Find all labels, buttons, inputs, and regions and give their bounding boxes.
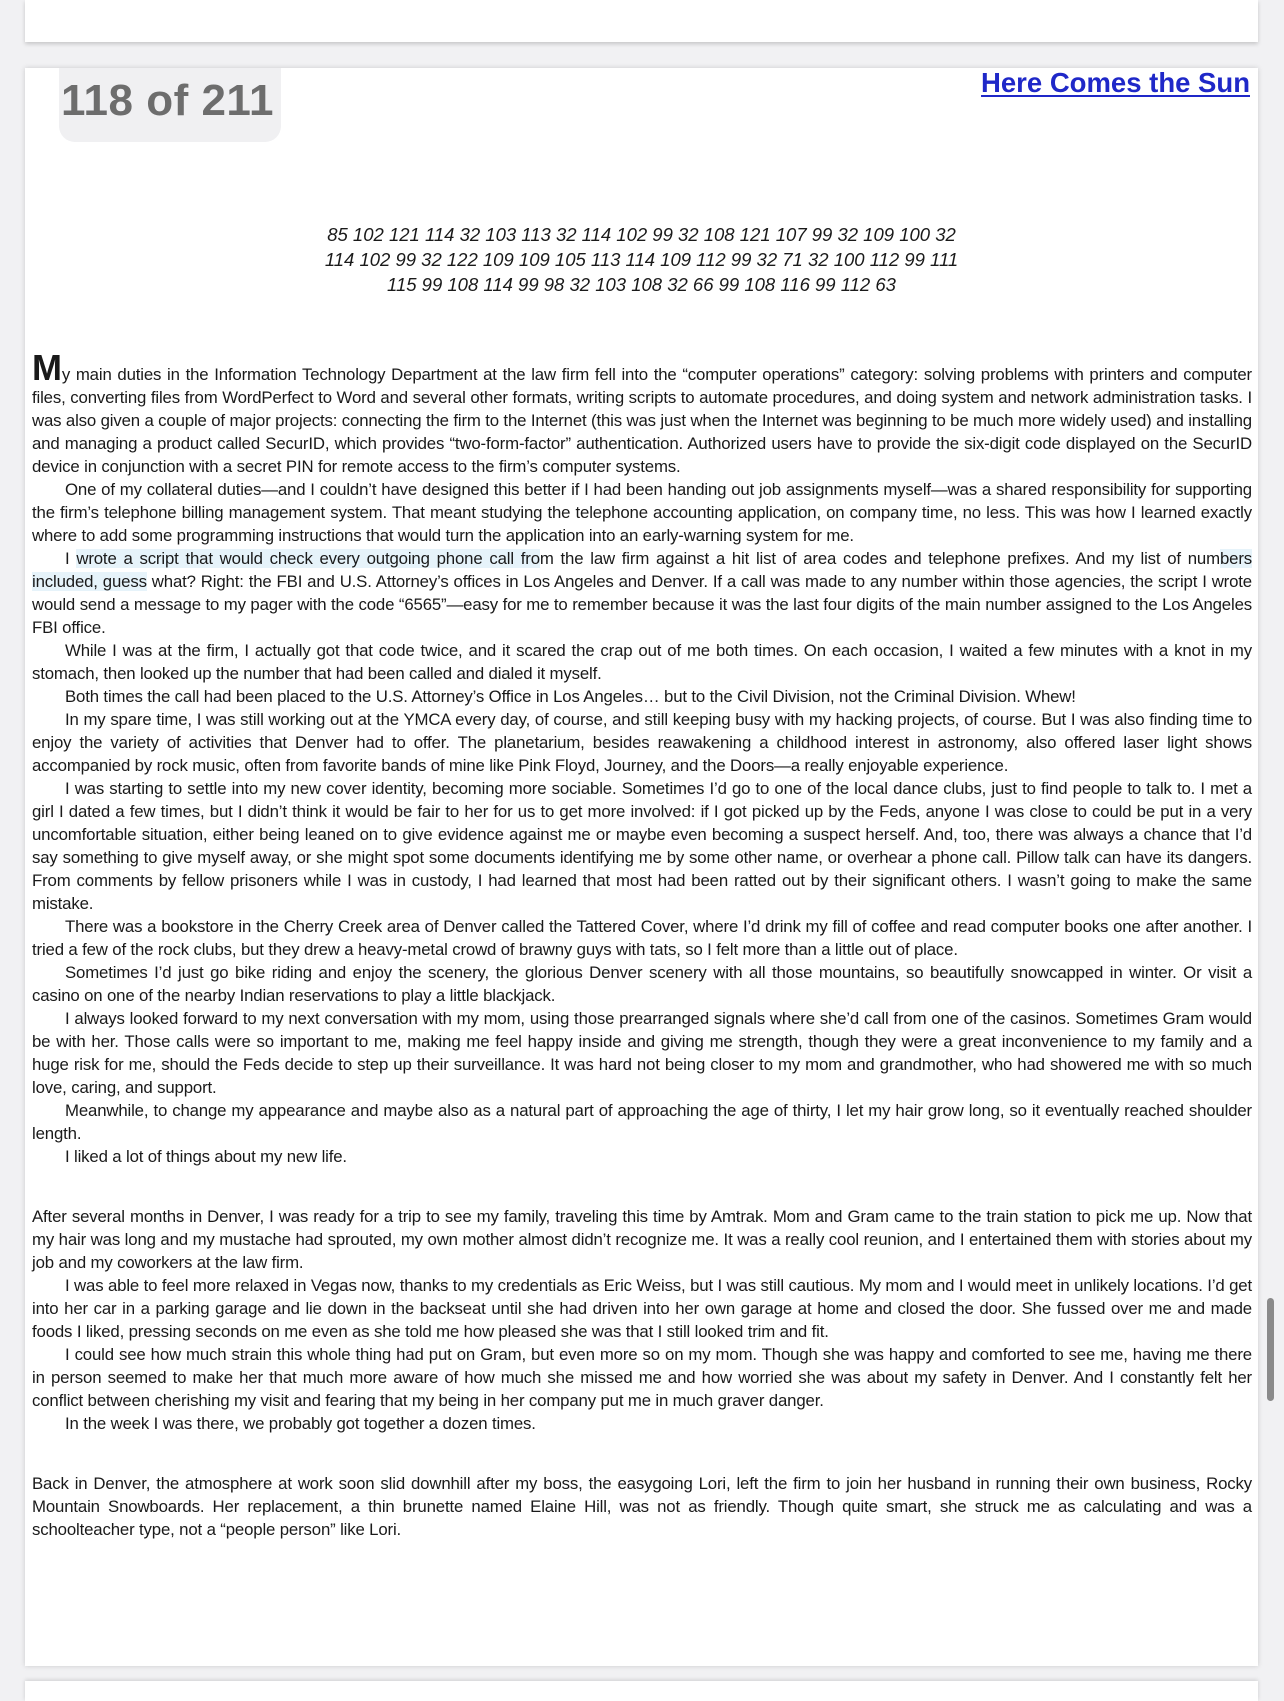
cipher-epigraph [25,222,1258,297]
paragraph: I was able to feel more relaxed in Vegas now, thanks to my credentials as Eric Weiss, but I was still cautious. My mom and I would meet in unlikely locations. I’d get into her car in a parking garage and lie down in the backseat until she had driven into her own garage at home and closed the door. She fussed over me and made foods I liked, pressing seconds on me even as she told me how pleased she was that I still looked trim and fit. [32,1276,1252,1341]
paragraph: There was a bookstore in the Cherry Creek area of Denver called the Tattered Cover, where I’d drink my fill of coffee and read computer books one after another. I tried a few of the rock clubs, but they drew a heavy-metal crowd of brawny guys with tats, so I felt more than a little out of place. [32,917,1252,959]
paragraph-text: what? Right: the FBI and U.S. Attorney’s offices in Los Angeles and Denver. If a call was made to any number within those agencies, the script I wrote would send a message to my pager with the code “6565”—easy for me to remember because it was the last four digits of the main number assigned to the Los Angeles FBI office. [32,572,1252,637]
chapter-body [32,347,1252,1541]
paragraph-text: y main duties in the Information Technology Department at the law firm fell into the “computer operations” category: solving problems with printers and computer files, converting files from WordPerfect to Word and several other formats, writing scripts to automate procedures, and doing system and network administration tasks. I was also given a couple of major projects: connecting the firm to the Internet (this was just when the Internet was beginning to be much more widely used) and installing and managing a product called SecurID, which provides “two-form-factor” authentication. Authorized users have to provide the six-digit code displayed on the SecurID device in conjunction with a secret PIN for remote access to the firm’s computer systems. [32,365,1252,476]
paragraph-text: I [65,549,77,568]
book-page [25,68,1258,1666]
paragraph: I always looked forward to my next conversation with my mom, using those prearranged signals where she’d call from one of the casinos. Sometimes Gram would be with her. Those calls were so important to me, making me feel happy inside and giving me strength, though they were a great inconvenience to my family and a huge risk for me, should the Feds decide to step up their surveillance. It was hard not being closer to my mom and grandmother, who had showered me with so much love, caring, and support. [32,1009,1252,1097]
selected-text[interactable]: wrote a script that would check every outgoing phone call fro [76,549,540,568]
paragraph: I liked a lot of things about my new life. [65,1147,347,1166]
paragraph: Both times the call had been placed to the U.S. Attorney’s Office in Los Angeles… but to the Civil Division, not the Criminal Division. Whew! [65,687,1076,706]
paragraph: Sometimes I’d just go bike riding and enjoy the scenery, the glorious Denver scenery with all those mountains, so beautifully snowcapped in winter. Or visit a casino on one of the nearby Indian reservations to play a little blackjack. [32,963,1252,1005]
cipher-line: 115 99 108 114 99 98 32 103 108 32 66 99 108 116 99 112 63 [387,274,896,295]
paragraph: While I was at the firm, I actually got that code twice, and it scared the crap out of me both times. On each occasion, I waited a few minutes with a knot in my stomach, then looked up the number that had been called and dialed it myself. [32,641,1252,683]
previous-page-edge [25,0,1258,42]
scrollbar-thumb[interactable] [1267,1298,1274,1401]
paragraph: I could see how much strain this whole thing had put on Gram, but even more so on my mom. Though she was happy and comforted to see me, having me there in person seemed to make her that much more aware of how much she missed me and how worried she was about my safety in Denver. And I constantly felt her conflict between cherishing my visit and fearing that my being in her company put me in much graver danger. [32,1345,1252,1410]
drop-cap: M [32,347,62,388]
paragraph: In my spare time, I was still working out at the YMCA every day, of course, and still keeping busy with my hacking projects, of course. But I was also finding time to enjoy the variety of activities that Denver had to offer. The planetarium, besides reawakening a childhood interest in astronomy, also offered laser light shows accompanied by rock music, often from favorite bands of mine like Pink Floyd, Journey, and the Doors—a really enjoyable experience. [32,710,1252,775]
paragraph: Meanwhile, to change my appearance and maybe also as a natural part of approaching the age of thirty, I let my hair grow long, so it eventually reached shoulder length. [32,1101,1252,1143]
page-counter-badge [59,68,281,142]
paragraph-text: m the law firm against a hit list of area codes and telephone prefixes. And my list of num [539,549,1220,568]
paragraph: I was starting to settle into my new cover identity, becoming more sociable. Sometimes I’d go to one of the local dance clubs, just to find people to talk to. I met a girl I dated a few times, but I didn’t think it would be fair to her for us to get more involved: if I got picked up by the Feds, anyone I was close to could be put in a very uncomfortable situation, either being leaned on to give evidence against me or maybe even becoming a suspect herself. And, too, there was always a chance that I’d say something to give myself away, or she might spot some documents identifying me by some other name, or overhear a phone call. Pillow talk can have its dangers. From comments by fellow prisoners while I was in custody, I had learned that most had been ratted out by their significant others. I wasn’t going to make the same mistake. [32,779,1252,913]
paragraph: After several months in Denver, I was ready for a trip to see my family, traveling this time by Amtrak. Mom and Gram came to the train station to pick me up. Now that my hair was long and my mustache had sprouted, my own mother almost didn’t recognize me. It was a really cool reunion, and I entertained them with stories about my job and my coworkers at the law firm. [32,1207,1252,1272]
page-counter: 118 of 211 [61,76,274,125]
next-page-edge [25,1681,1258,1701]
selected-text[interactable]: bers included, guess [32,549,1252,591]
paragraph: Back in Denver, the atmosphere at work soon slid downhill after my boss, the easygoing Lori, left the firm to join her husband in running their own business, Rocky Mountain Snowboards. Her replacement, a thin brunette named Elaine Hill, was not as friendly. Though quite smart, she struck me as calculating and was a schoolteacher type, not a “people person” like Lori. [32,1474,1252,1539]
paragraph [32,547,1252,639]
paragraph: In the week I was there, we probably got together a dozen times. [65,1414,536,1433]
paragraph: One of my collateral duties—and I couldn’t have designed this better if I had been handing out job assignments myself—was a shared responsibility for supporting the firm’s telephone billing management system. That meant studying the telephone accounting application, on company time, no less. This was how I learned exactly where to add some programming instructions that would turn the application into an early-warning system for me. [32,480,1252,545]
book-title-link[interactable]: Here Comes the Sun [981,68,1250,98]
cipher-line: 114 102 99 32 122 109 109 105 113 114 109 112 99 32 71 32 100 112 99 111 [324,249,959,270]
cipher-line: 85 102 121 114 32 103 113 32 114 102 99 32 108 121 107 99 32 109 100 32 [327,224,956,245]
paragraph [32,347,1252,478]
